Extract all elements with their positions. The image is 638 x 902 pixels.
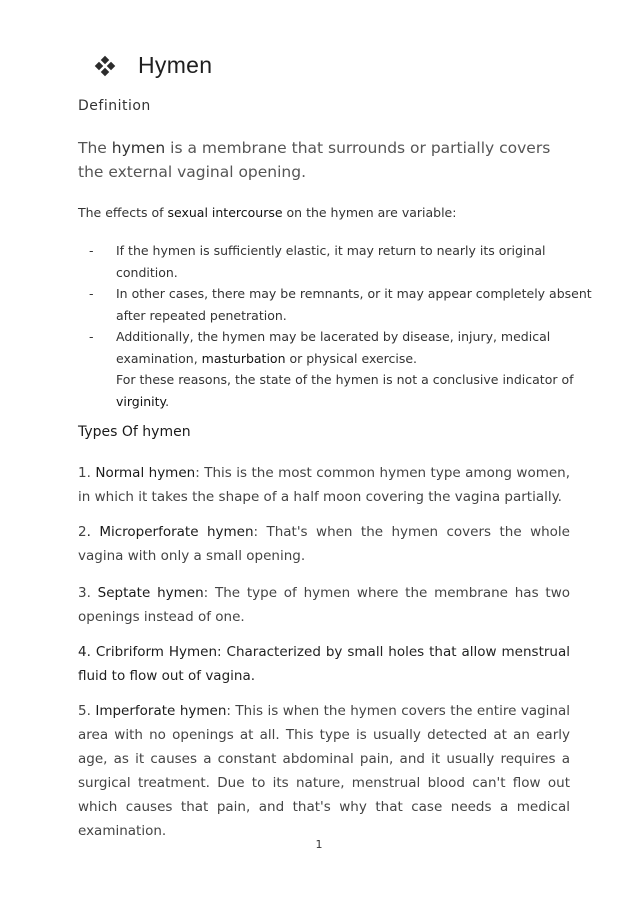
types-heading: Types Of hymen [78, 424, 191, 440]
list-dash: - [89, 286, 94, 301]
type-description: : Characterized by small holes that allow menstrual fluid to flow out of vagina. [78, 644, 570, 684]
list-item [78, 240, 598, 283]
conclusion-note: For these reasons, the state of the hymen is not a conclusive indicator of [116, 372, 574, 387]
type-name: Normal hymen [95, 465, 196, 481]
sexual-intercourse-keyword: sexual intercourse [167, 205, 283, 220]
title-row [96, 52, 212, 79]
intro-paragraph [78, 136, 568, 184]
conclusion-note-end: . [165, 393, 170, 409]
list-item [78, 283, 598, 326]
definition-heading: Definition [78, 98, 151, 114]
type-description: : This is when the hymen covers the entire vaginal area with no openings at all. This type is usually detected at an early age, as it causes a constant abdominal pain, and it usually requires a surgical treatment. Due to its nature, menstrual blood can't flow out which causes that pain, and that's why that case needs a medical examination. [78, 703, 571, 839]
type-number: 3. [78, 585, 98, 601]
effects-list [78, 240, 598, 412]
type-number: 4. [78, 644, 96, 660]
type-description: : That's when the hymen covers the whole vagina with only a small opening. [78, 524, 570, 564]
type-description: : This is the most common hymen type among women, in which it takes the shape of a half moon covering the vagina partially. [78, 465, 571, 505]
type-number: 1. [78, 465, 96, 481]
list-item [78, 326, 598, 412]
type-name: Imperforate hymen [95, 703, 227, 719]
intro-text-start: The [78, 139, 112, 157]
page-title: Hymen [138, 52, 213, 78]
list-item-text-end: or physical exercise. [285, 350, 418, 366]
type-normal-paragraph [78, 461, 570, 509]
type-septate-paragraph [78, 581, 570, 629]
hymen-keyword: hymen [111, 139, 166, 157]
diamond-bullet-icon [96, 57, 114, 75]
type-name: . Microperforate hymen [86, 524, 254, 540]
type-description: : The type of hymen where the membrane has two openings instead of one. [78, 585, 570, 625]
type-name: Cribriform Hymen [95, 644, 218, 660]
type-name: Septate hymen [97, 585, 204, 601]
type-imperforate-paragraph [78, 699, 570, 843]
virginity-keyword: virginity [116, 393, 166, 409]
type-number: 5. [78, 703, 96, 719]
list-item-text: If the hymen is sufficiently elastic, it may return to nearly its original condition. [116, 243, 546, 280]
list-dash: - [89, 329, 94, 344]
list-dash: - [89, 243, 94, 258]
type-number: 2 [78, 524, 87, 540]
intro-text-end: is a membrane that surrounds or partially covers the external vaginal opening. [78, 139, 551, 181]
effects-text-end: on the hymen are variable: [282, 205, 457, 220]
effects-text-start: The effects of [78, 205, 168, 220]
type-microperforate-paragraph [78, 520, 570, 568]
effects-line [78, 205, 456, 220]
type-cribriform-paragraph [78, 640, 570, 688]
list-item-text: In other cases, there may be remnants, or it may appear completely absent after repeated penetration. [116, 286, 592, 323]
page-number: 1 [315, 838, 323, 851]
masturbation-keyword: masturbation [201, 350, 286, 366]
list-item-text: Additionally, the hymen may be lacerated by disease, injury, medical examination, [116, 329, 551, 366]
